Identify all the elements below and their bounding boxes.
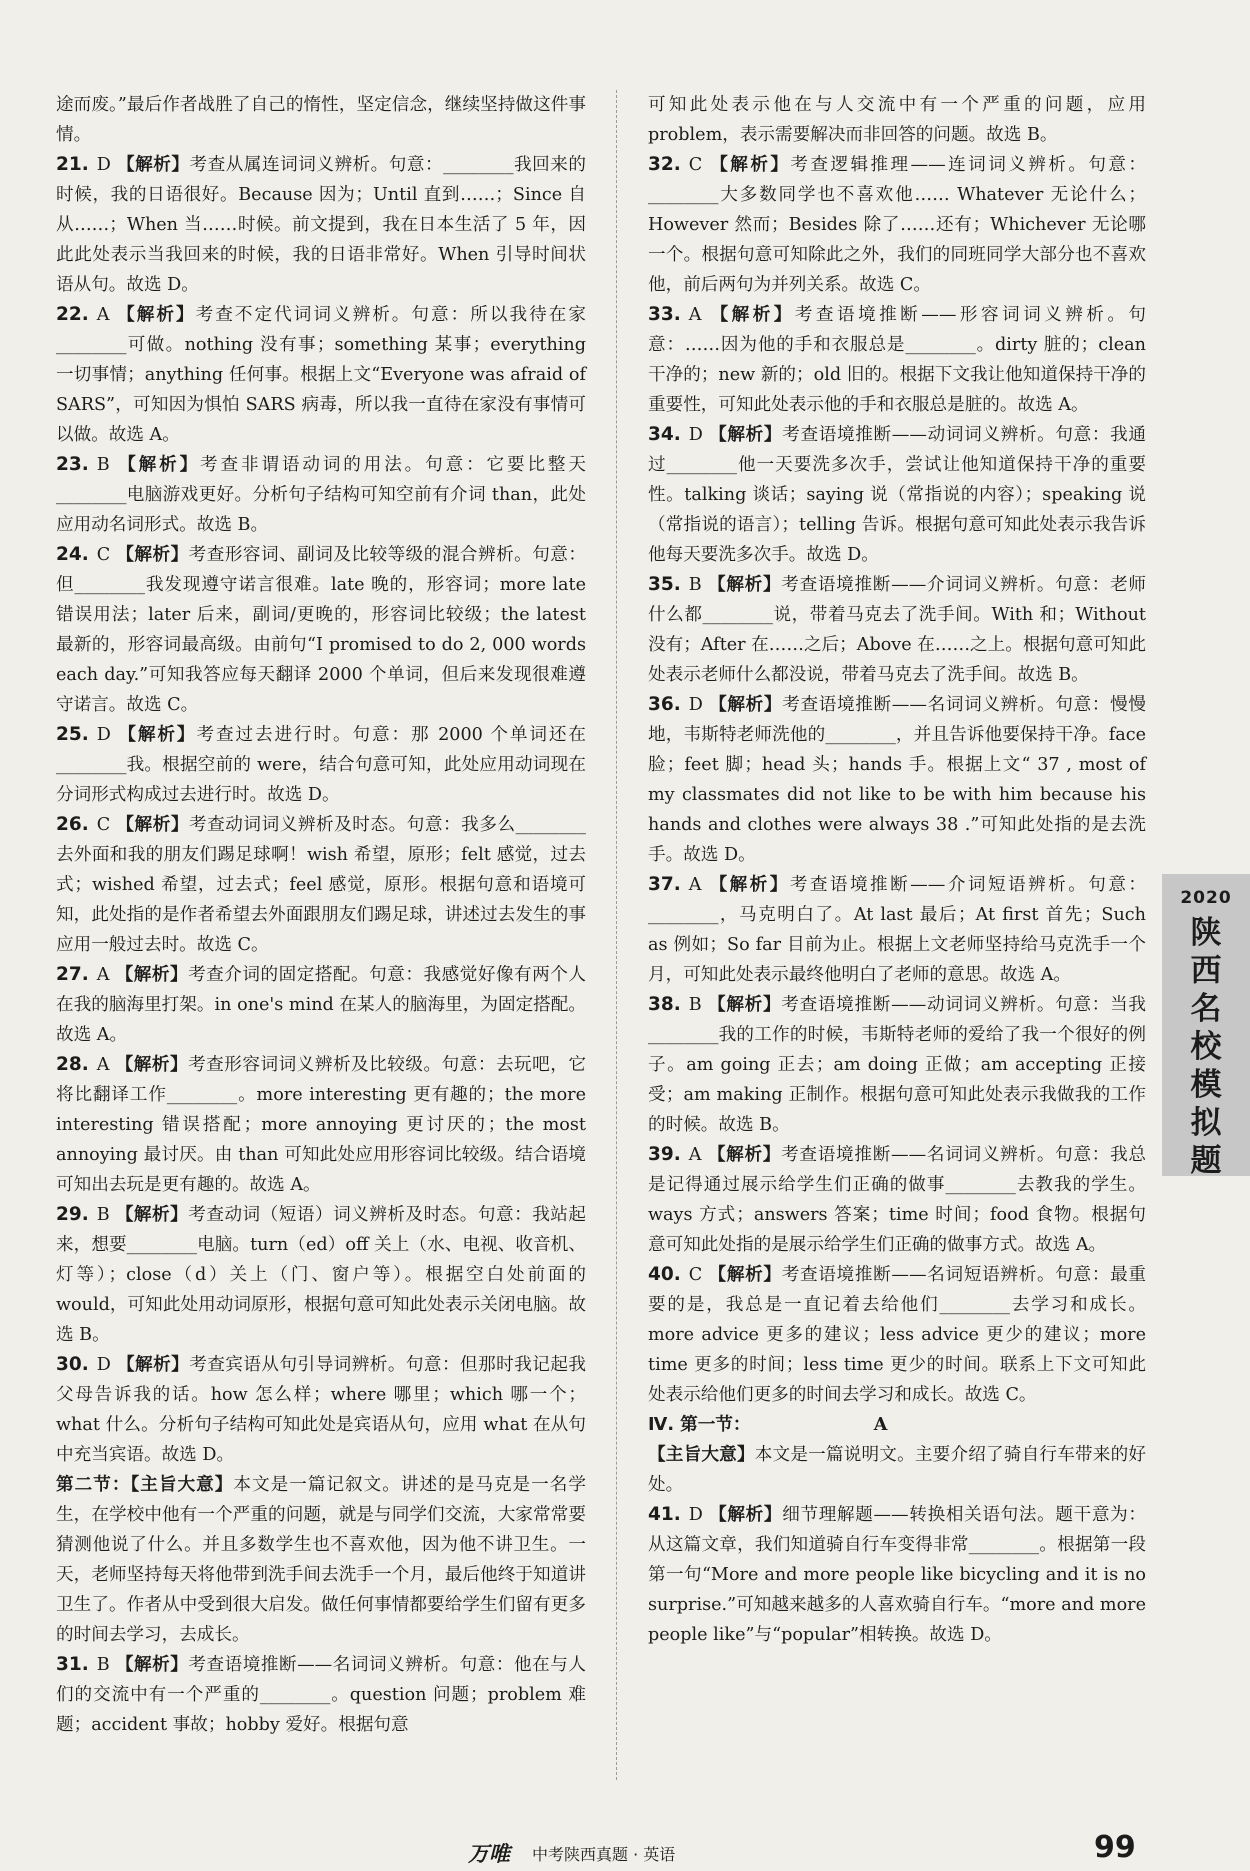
item-tag: 【解析】 <box>709 694 783 715</box>
item-answer: B <box>688 995 702 1015</box>
item-answer: B <box>96 1205 110 1225</box>
item-tag: 【解析】 <box>708 994 782 1015</box>
item-text: 考查逻辑推理——连词词义辨析。句意：________大多数同学也不喜欢他…… Whatever 无论什么；However 然而；Besides 除了……还有；Whichever 无论哪一个。根据句意可知除此之外，我们的同班同学大部分也不喜欢他，前后两句为并列关系。故选 C。 <box>648 155 1146 295</box>
item-answer: D <box>96 725 111 745</box>
item-number: 37. <box>648 874 681 895</box>
item-tag: 【解析】 <box>709 874 790 895</box>
item-tag: 【解析】 <box>118 724 197 745</box>
right-column <box>648 90 1146 1650</box>
item-answer: A <box>96 305 110 325</box>
item-tag: 【解析】 <box>116 1354 190 1375</box>
item-number: 28. <box>56 1054 89 1075</box>
item-answer: D <box>688 1505 703 1525</box>
section4-summary <box>648 1440 1146 1500</box>
intro-paragraph: 途而废。”最后作者战胜了自己的惰性，坚定信念，继续坚持做这件事情。 <box>56 95 586 145</box>
item-answer: A <box>688 1145 702 1165</box>
item-tag: 【解析】 <box>710 304 795 325</box>
section2-label: 第二节： <box>56 1474 131 1495</box>
item-answer: C <box>96 545 111 565</box>
item-text: 细节理解题——转换相关语句法。题干意为：从这篇文章，我们知道骑自行车变得非常________。根据第一段第一句“More and more people like bicycling and it is no surprise.”可知越来越多的人喜欢骑自行车。“more and more people like”与“popular”相转换。故选 D。 <box>648 1505 1146 1645</box>
page-footer <box>0 1830 1250 1866</box>
item-tag: 【解析】 <box>709 1504 783 1525</box>
answer-item-41 <box>648 1500 1146 1650</box>
right-answer-list <box>648 150 1146 1410</box>
section4-label: Ⅳ. 第一节： <box>648 1415 751 1435</box>
page-number: 99 <box>1094 1830 1136 1865</box>
answer-item <box>56 1350 586 1470</box>
passage-letter: A <box>873 1414 888 1435</box>
answer-item-31 <box>56 1650 586 1740</box>
column-divider <box>616 90 617 1780</box>
item-text: 考查不定代词词义辨析。句意：所以我待在家________可做。nothing 没有事；something 某事；everything一切事情；anything 任何事。根据上文“Everyone was afraid of SARS”，可知因为惧怕 SARS 病毒，所以我一直待在家没有事情可以做。故选 A。 <box>56 305 586 445</box>
item-tag: 【解析】 <box>115 1654 189 1675</box>
item-tag: 【解析】 <box>115 1054 189 1075</box>
item-tag: 【解析】 <box>707 1144 782 1165</box>
item-answer: A <box>688 305 702 325</box>
item-number: 25. <box>56 724 89 745</box>
answer-item <box>56 150 586 300</box>
answer-item <box>648 1260 1146 1410</box>
section2-summary <box>56 1470 586 1650</box>
item-tag: 【解析】 <box>116 814 189 835</box>
section4-tag: 【主旨大意】 <box>648 1444 755 1465</box>
item-number: 34. <box>648 424 681 445</box>
item-tag: 【解析】 <box>118 454 201 475</box>
item-number: 39. <box>648 1144 681 1165</box>
item-answer: C <box>688 1265 703 1285</box>
item-number: 32. <box>648 154 681 175</box>
item-answer: C <box>688 155 703 175</box>
item-answer: C <box>96 815 111 835</box>
section4-text: 本文是一篇说明文。主要介绍了骑自行车带来的好处。 <box>648 1445 1146 1495</box>
item-answer: D <box>688 695 703 715</box>
item-number: 23. <box>56 454 89 475</box>
side-tab-title: 陕西名校模拟题 <box>1190 915 1222 1179</box>
section2-text: 本文是一篇记叙文。讲述的是马克是一名学生，在学校中他有一个严重的问题，就是与同学们交流，大家常常要猜测他说了什么。并且多数学生也不喜欢他，因为他不讲卫生。一天，老师坚持每天将他带到洗手间去洗手一个月，最后他终于知道讲卫生了。作者从中受到很大启发。做任何事情都要给学生们留有更多的时间去学习，去成长。 <box>56 1475 586 1645</box>
answer-item <box>56 720 586 810</box>
answer-item <box>56 810 586 960</box>
item-tag: 【解析】 <box>710 154 791 175</box>
answer-item <box>648 1140 1146 1260</box>
answer-item <box>648 690 1146 870</box>
item-answer: B <box>688 575 702 595</box>
item-text: 考查语境推断——形容词词义辨析。句意：……因为他的手和衣服总是________。dirty 脏的；clean 干净的；new 新的；old 旧的。根据下文我让他知道保持干净的重要性，可知此处表示他的手和衣服总是脏的。故选 A。 <box>648 305 1146 415</box>
item-text: 考查宾语从句引导词辨析。句意：但那时我记起我父母告诉我的话。how 怎么样；where 哪里；which 哪一个；what 什么。分析句子结构可知此处是宾语从句，应用 what 在从句中充当宾语。故选 D。 <box>56 1355 586 1465</box>
answer-item <box>648 150 1146 300</box>
item-number: 40. <box>648 1264 681 1285</box>
item-number: 27. <box>56 964 89 985</box>
item-text: 考查形容词词义辨析及比较级。句意：去玩吧，它将比翻译工作________。more interesting 更有趣的；the more interesting 错误搭配；more annoying 更讨厌的；the most annoying 最讨厌。由 than 可知此处应用形容词比较级。结合语境可知出去玩是更有趣的。故选 A。 <box>56 1055 586 1195</box>
answer-item <box>56 960 586 1050</box>
item-text: 考查语境推断——名词词义辨析。句意：慢慢地，韦斯特老师洗他的________，并且告诉他要保持干净。face 脸；feet 脚；head 头；hands 手。根据上文“ 37 , most of my classmates did not like to be with him because his hands and clothes were always 38 .”可知此处指的是去洗手。故选 D。 <box>648 695 1146 865</box>
item-text: 考查语境推断——名词词义辨析。句意：我总是记得通过展示给学生们正确的做事________去教我的学生。ways 方式；answers 答案；time 时间；food 食物。根据句意可知此处指的是展示给学生们正确的做事方式。故选 A。 <box>648 1145 1146 1255</box>
left-column <box>56 90 586 1740</box>
item-number: 22. <box>56 304 89 325</box>
item-answer: B <box>96 1655 110 1675</box>
footer-brand-logo: 万唯 <box>468 1842 510 1866</box>
answer-item <box>648 870 1146 990</box>
answer-item <box>56 300 586 450</box>
item-text: 考查语境推断——介词词义辨析。句意：老师什么都________说，带着马克去了洗手间。With 和；Without 没有；After 在……之后；Above 在……之上。根据句意可知此处表示老师什么都没说，带着马克去了洗手间。故选 B。 <box>648 575 1146 685</box>
section4-header <box>648 1410 1146 1440</box>
item-tag: 【解析】 <box>708 1264 782 1285</box>
item-tag: 【解析】 <box>117 304 196 325</box>
item-number: 24. <box>56 544 89 565</box>
answer-item <box>56 540 586 720</box>
item-text: 考查语境推断——介词短语辨析。句意：________，马克明白了。At last 最后；At first 首先；Such as 例如；So far 目前为止。根据上文老师坚持给马克洗手一个月，可知此处表示最终他明白了老师的意思。故选 A。 <box>648 875 1146 985</box>
item-tag: 【解析】 <box>709 424 783 445</box>
item-text: 考查语境推断——动词词义辨析。句意：我通过________他一天要洗多次手，尝试让他知道保持干净的重要性。talking 谈话；saying 说（常指说的内容）；speaking 说（常指说的语言）；telling 告诉。根据句意可知此处表示我告诉他每天要洗多次手。故选 D。 <box>648 425 1146 565</box>
item-text: 考查介词的固定搭配。句意：我感觉好像有两个人在我的脑海里打架。in one's mind 在某人的脑海里，为固定搭配。故选 A。 <box>56 965 586 1045</box>
item-number: 21. <box>56 154 89 175</box>
answer-item <box>648 990 1146 1140</box>
item-number: 29. <box>56 1204 89 1225</box>
item-answer: D <box>96 1355 111 1375</box>
footer-subtitle: 中考陕西真题 · 英语 <box>532 1845 676 1864</box>
item-text: 考查非谓语动词的用法。句意：它要比整天________电脑游戏更好。分析句子结构可知空前有介词 than，此处应用动名词形式。故选 B。 <box>56 455 586 535</box>
answer-item <box>648 570 1146 690</box>
side-tab-year: 2020 <box>1180 888 1232 908</box>
answer-item <box>56 1200 586 1350</box>
item-tag: 【解析】 <box>116 544 189 565</box>
side-tab <box>1162 874 1250 1179</box>
item-tag: 【解析】 <box>117 154 190 175</box>
answer-item <box>648 420 1146 570</box>
section2-tag: 【主旨大意】 <box>130 1474 234 1495</box>
item-tag: 【解析】 <box>708 574 782 595</box>
continued-paragraph: 可知此处表示他在与人交流中有一个严重的问题，应用 problem，表示需要解决而非回答的问题。故选 B。 <box>648 95 1146 145</box>
answer-item <box>56 1050 586 1200</box>
item-tag: 【解析】 <box>115 964 189 985</box>
left-answer-list <box>56 150 586 1470</box>
item-number: 33. <box>648 304 681 325</box>
item-answer: B <box>96 455 110 475</box>
item-answer: D <box>96 155 111 175</box>
item-text: 考查动词（短语）词义辨析及时态。句意：我站起来，想要________电脑。turn（ed）off 关上（水、电视、收音机、灯等）；close（d）关上（门、窗户等）。根据空白处前面的 would，可知此处用动词原形，根据句意可知此处表示关闭电脑。故选 B。 <box>56 1205 586 1345</box>
item-answer: D <box>688 425 703 445</box>
item-number: 41. <box>648 1504 681 1525</box>
answer-item <box>56 450 586 540</box>
item-answer: A <box>688 875 702 895</box>
item-text: 考查语境推断——动词词义辨析。句意：当我________我的工作的时候，韦斯特老师的爱给了我一个很好的例子。am going 正去；am doing 正做；am accepting 正接受；am making 正制作。根据句意可知此处表示我做我的工作的时候。故选 B。 <box>648 995 1146 1135</box>
item-text: 考查语境推断——名词词义辨析。句意：他在与人们的交流中有一个严重的________。question 问题；problem 难题；accident 事故；hobby 爱好。根据句意 <box>56 1655 586 1735</box>
item-number: 31. <box>56 1654 89 1675</box>
item-text: 考查从属连词词义辨析。句意：________我回来的时候，我的日语很好。Because 因为；Until 直到……；Since 自从……；When 当……时候。前文提到，我在日本生活了 5 年，因此此处表示当我回来的时候，我的日语非常好。When 引导时间状语从句。故选 D。 <box>56 155 586 295</box>
item-tag: 【解析】 <box>115 1204 189 1225</box>
item-number: 30. <box>56 1354 89 1375</box>
item-text: 考查形容词、副词及比较等级的混合辨析。句意：但________我发现遵守诺言很难。late 晚的，形容词；more late 错误用法；later 后来，副词/更晚的，形容词比较级；the latest 最新的，形容词最高级。由前句“I promised to do 2, 000 words each day.”可知我答应每天翻译 2000 个单词，但后来发现很难遵守诺言。故选 C。 <box>56 545 586 715</box>
item-number: 36. <box>648 694 681 715</box>
item-answer: A <box>96 965 110 985</box>
item-text: 考查过去进行时。句意：那 2000 个单词还在________我。根据空前的 were，结合句意可知，此处应用动词现在分词形式构成过去进行时。故选 D。 <box>56 725 586 805</box>
answer-item <box>648 300 1146 420</box>
item-number: 35. <box>648 574 681 595</box>
item-answer: A <box>96 1055 110 1075</box>
item-number: 26. <box>56 814 89 835</box>
item-number: 38. <box>648 994 681 1015</box>
item-text: 考查动词词义辨析及时态。句意：我多么________去外面和我的朋友们踢足球啊！wish 希望，原形；felt 感觉，过去式；wished 希望，过去式；feel 感觉，原形。根据句意和语境可知，此处指的是作者希望去外面跟朋友们踢足球，讲述过去发生的事应用一般过去时。故选 C。 <box>56 815 586 955</box>
item-text: 考查语境推断——名词短语辨析。句意：最重要的是，我总是一直记着去给他们________去学习和成长。more advice 更多的建议；less advice 更少的建议；more time 更多的时间；less time 更少的时间。联系上下文可知此处表示给他们更多的时间去学习和成长。故选 C。 <box>648 1265 1146 1405</box>
